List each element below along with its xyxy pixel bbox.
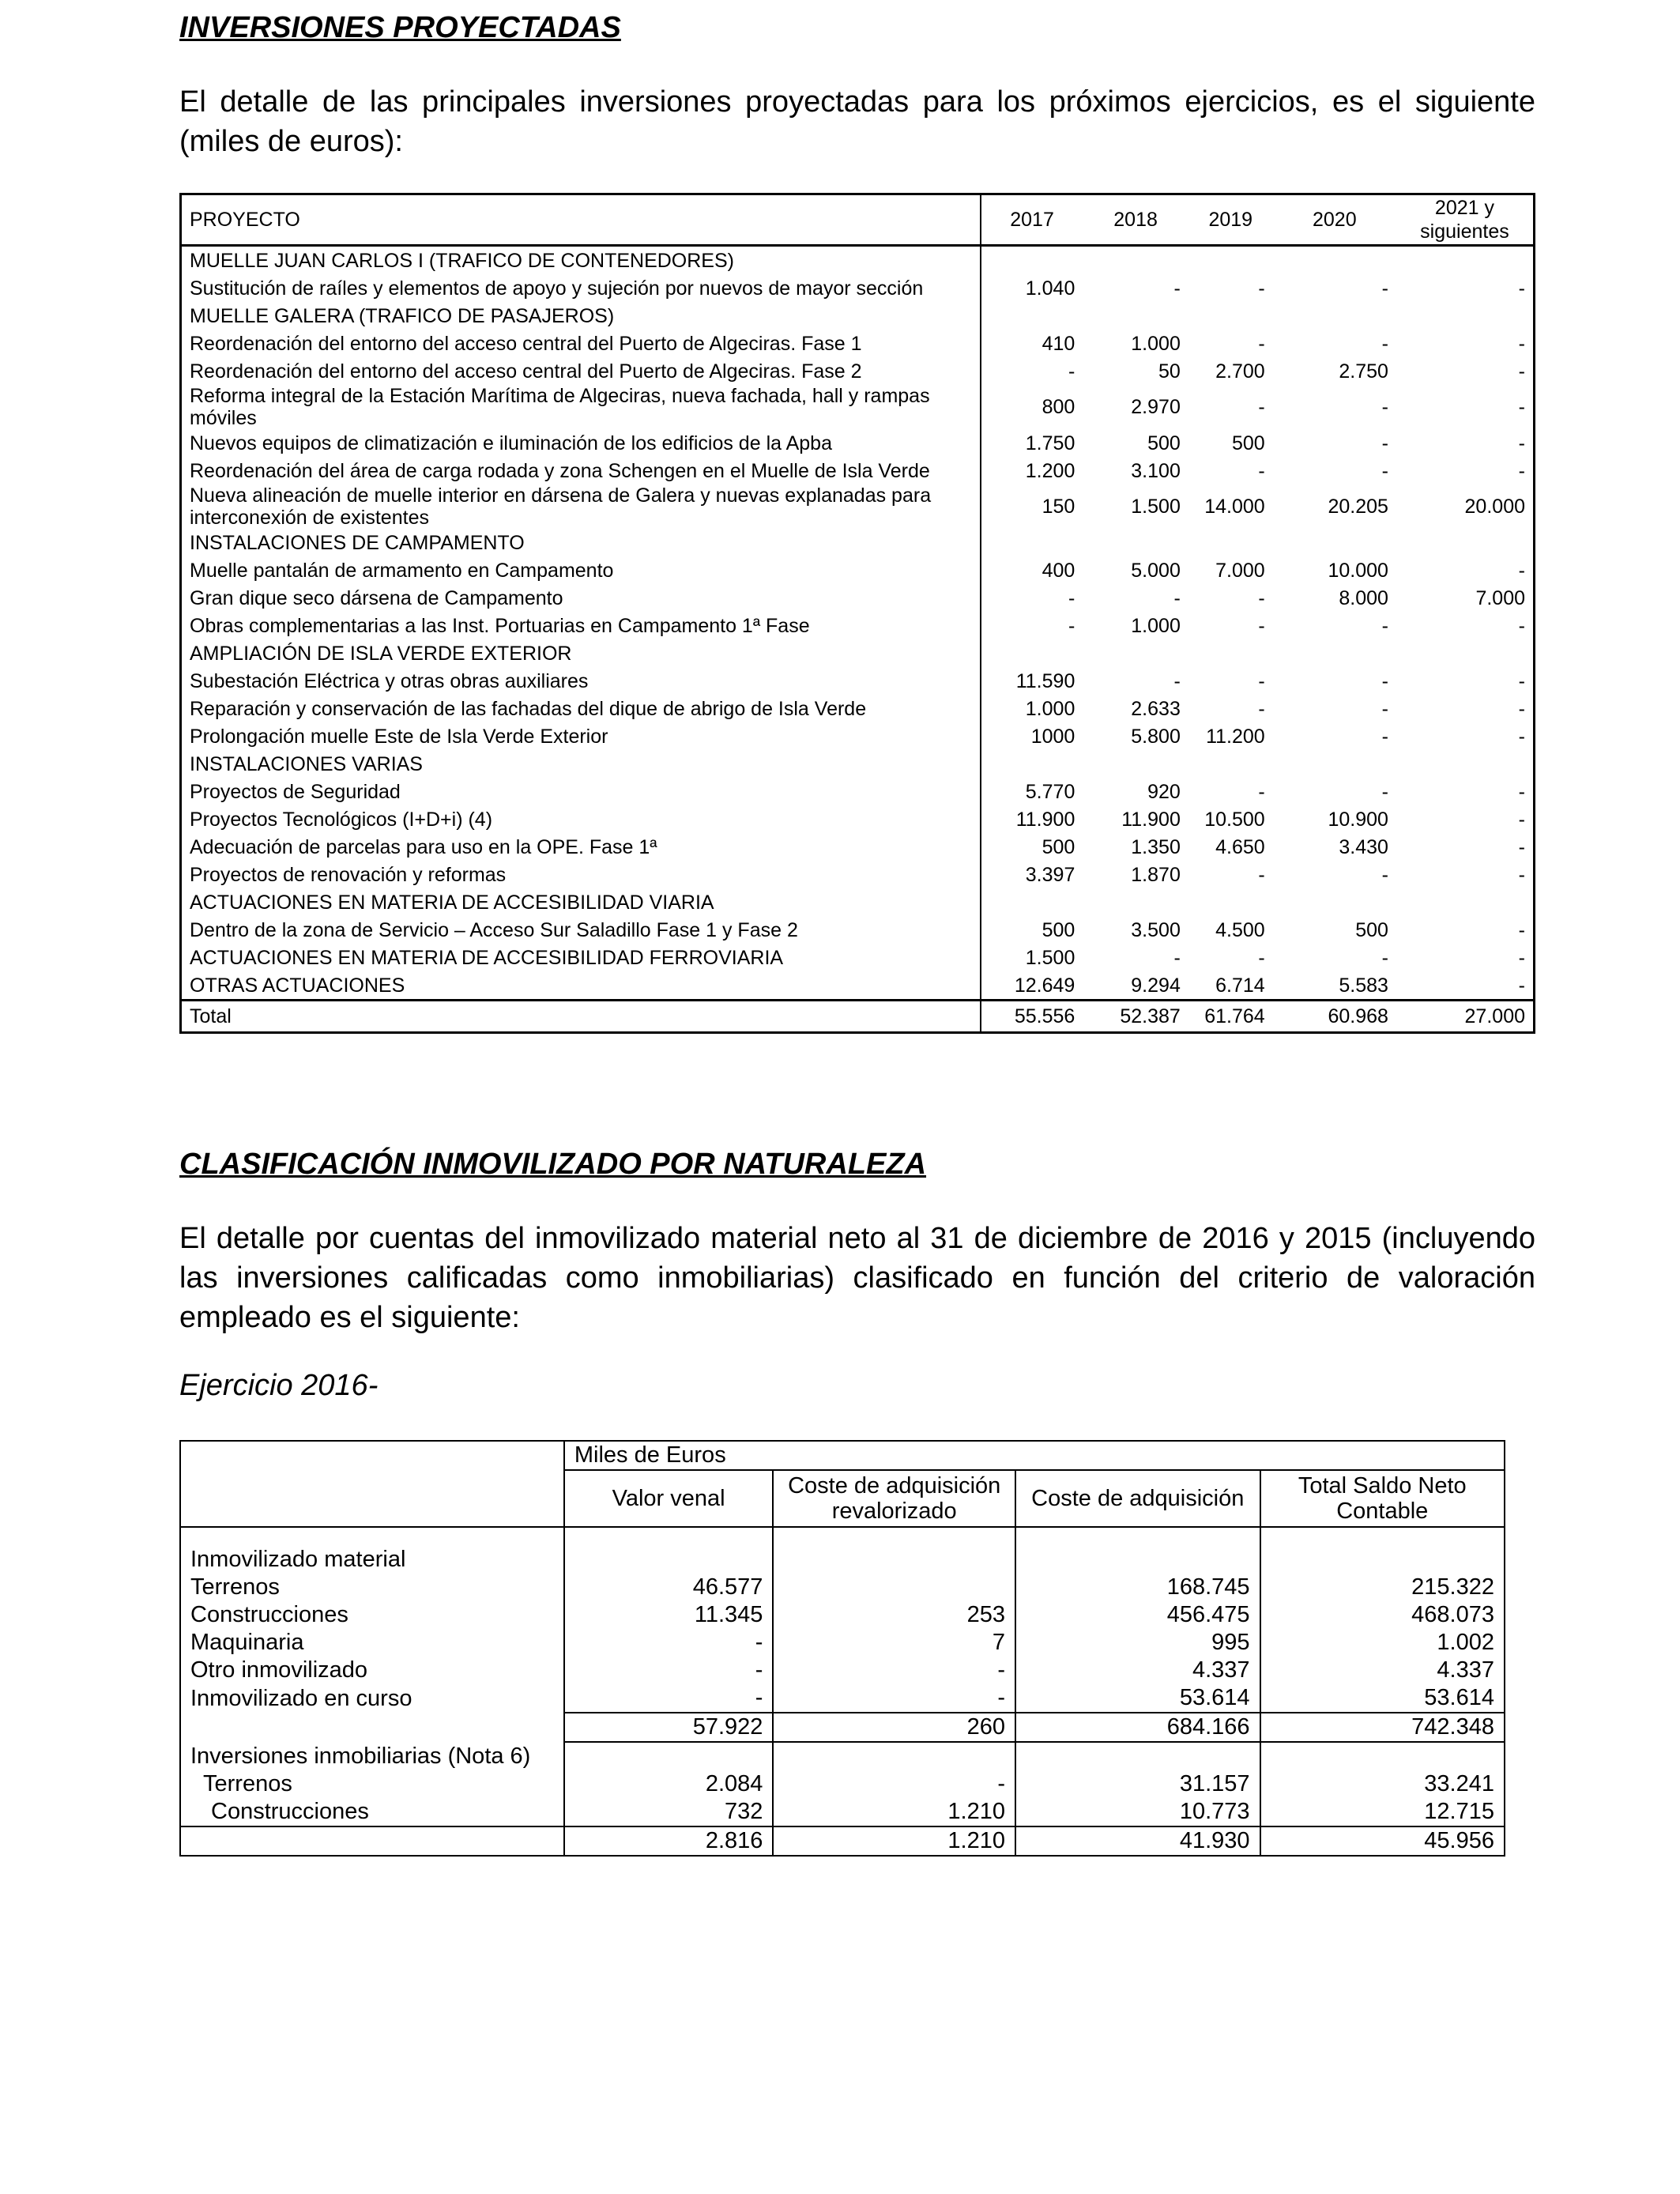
cls-row-value: 215.322	[1260, 1574, 1505, 1601]
investment-value-2021: -	[1518, 697, 1525, 720]
investment-row	[181, 385, 1535, 429]
investment-value-2019: 4.500	[1215, 918, 1265, 941]
investment-value-2021: -	[1518, 669, 1525, 692]
investment-row	[181, 916, 1535, 944]
cls-row	[180, 1629, 1505, 1657]
investment-value-2021	[1396, 246, 1535, 275]
investment-value-2017	[981, 750, 1083, 778]
investment-value-2019	[1188, 529, 1273, 556]
cls-row-value: 168.745	[1015, 1574, 1260, 1601]
investment-row	[181, 805, 1535, 833]
heading-inversiones-proyectadas: INVERSIONES PROYECTADAS	[179, 11, 621, 44]
investment-value-2018: 2.633	[1131, 697, 1181, 720]
cls-header-valor-venal: Valor venal	[564, 1470, 774, 1527]
cls-row-value	[1260, 1527, 1505, 1574]
intro-clasificacion: El detalle por cuentas del inmovilizado material neto al 31 de diciembre de 2016 y 2015 (incluyendo las inversiones calificadas como inmobiliarias) clasificado en función del criterio de valoración empleado es el siguiente:	[179, 1222, 1535, 1334]
investment-total-value: 61.764	[1188, 1001, 1273, 1033]
header-proyecto: PROYECTO	[181, 194, 981, 246]
cls-corner-cell	[180, 1441, 564, 1527]
investment-value-2020: 2.750	[1339, 360, 1388, 383]
cls-row-value: 1.210	[773, 1798, 1015, 1826]
investment-project-label: Adecuación de parcelas para uso en la OPE. Fase 1ª	[181, 833, 981, 861]
investment-value-2018: 5.000	[1131, 559, 1181, 582]
cls-row-label: Construcciones	[180, 1798, 564, 1826]
investment-value-2019: -	[1258, 669, 1265, 692]
investment-value-2019: 6.714	[1215, 974, 1265, 997]
cls-row-value	[564, 1742, 774, 1770]
investment-value-2021: -	[1518, 559, 1525, 582]
cls-row-value: 2.084	[564, 1770, 774, 1798]
cls-subtotal-value: 684.166	[1015, 1713, 1260, 1742]
header-2020: 2020	[1273, 194, 1396, 246]
investment-project-label: Prolongación muelle Este de Isla Verde Exterior	[181, 722, 981, 750]
investment-project-label: Nuevos equipos de climatización e iluminación de los edificios de la Apba	[181, 429, 981, 457]
investment-value-2018: -	[1173, 277, 1181, 300]
investment-value-2021	[1396, 750, 1535, 778]
investment-value-2017: 1.040	[1025, 277, 1075, 300]
investment-value-2018: 1.500	[1131, 496, 1181, 518]
investment-total-row	[181, 1001, 1535, 1033]
investment-value-2020	[1273, 888, 1396, 916]
investment-value-2017: 5.770	[1025, 780, 1075, 803]
investment-project-label: Reordenación del área de carga rodada y zona Schengen en el Muelle de Isla Verde	[181, 457, 981, 484]
investment-value-2018: 1.350	[1131, 835, 1181, 858]
cls-row-label: Otro inmovilizado	[180, 1657, 564, 1684]
cls-row	[180, 1601, 1505, 1629]
investment-value-2019	[1188, 750, 1273, 778]
cls-row	[180, 1770, 1505, 1798]
cls-row-value: 995	[1015, 1629, 1260, 1657]
investment-value-2020	[1273, 639, 1396, 667]
investment-value-2021: -	[1518, 360, 1525, 383]
investment-value-2020: 8.000	[1339, 586, 1388, 609]
investment-value-2021: -	[1518, 918, 1525, 941]
cls-group2-title: Inversiones inmobiliarias (Nota 6)	[180, 1742, 564, 1770]
investment-value-2019	[1188, 639, 1273, 667]
investment-value-2018: 9.294	[1131, 974, 1181, 997]
investment-project-label: Proyectos de renovación y reformas	[181, 861, 981, 888]
investment-value-2017	[981, 639, 1083, 667]
investments-header-row	[181, 194, 1535, 246]
investment-value-2019	[1188, 246, 1273, 275]
investment-value-2020: 5.583	[1339, 974, 1388, 997]
investment-value-2021: -	[1518, 459, 1525, 482]
investment-value-2018: 11.900	[1121, 808, 1181, 831]
investment-row	[181, 722, 1535, 750]
investment-value-2017: 11.590	[1015, 669, 1075, 692]
cls-row-label: Inmovilizado en curso	[180, 1684, 564, 1713]
cls-subtotal-value: 41.930	[1015, 1826, 1260, 1856]
investment-row	[181, 429, 1535, 457]
cls-row-label: Construcciones	[180, 1601, 564, 1629]
cls-row-value	[1260, 1742, 1505, 1770]
investment-project-label: Dentro de la zona de Servicio – Acceso Sur Saladillo Fase 1 y Fase 2	[181, 916, 981, 944]
investment-row	[181, 861, 1535, 888]
cls-subtotal-value: 1.210	[773, 1826, 1015, 1856]
investment-value-2020: -	[1381, 277, 1388, 300]
investment-value-2019: -	[1258, 697, 1265, 720]
investment-value-2018: -	[1173, 586, 1181, 609]
cls-row-value	[773, 1574, 1015, 1601]
investment-project-label: Gran dique seco dársena de Campamento	[181, 584, 981, 612]
cls-row-value: 468.073	[1260, 1601, 1505, 1629]
cls-row	[180, 1798, 1505, 1826]
investment-project-label: Sustitución de raíles y elementos de apoyo y sujeción por nuevos de mayor sección	[181, 274, 981, 302]
investment-total-value: 55.556	[981, 1001, 1083, 1033]
cls-row-value: 10.773	[1015, 1798, 1260, 1826]
investment-project-label: Subestación Eléctrica y otras obras auxiliares	[181, 667, 981, 695]
investment-row	[181, 695, 1535, 722]
investment-value-2017: 1.000	[1025, 697, 1075, 720]
investment-value-2017: 11.900	[1015, 808, 1075, 831]
investment-value-2018	[1083, 888, 1188, 916]
cls-row-value: 33.241	[1260, 1770, 1505, 1798]
investment-value-2019: -	[1258, 863, 1265, 886]
investment-total-label: Total	[181, 1001, 981, 1033]
investment-value-2018: 3.100	[1131, 459, 1181, 482]
cls-row-value	[564, 1527, 774, 1574]
investment-value-2018: 500	[1147, 432, 1181, 454]
investment-project-label: Reforma integral de la Estación Marítima de Algeciras, nueva fachada, hall y rampas móviles	[181, 385, 981, 429]
investment-value-2019: -	[1258, 332, 1265, 355]
investment-value-2020: -	[1381, 697, 1388, 720]
cls-row-value	[773, 1527, 1015, 1574]
investment-project-label: AMPLIACIÓN DE ISLA VERDE EXTERIOR	[181, 639, 981, 667]
cls-subtotal-value: 742.348	[1260, 1713, 1505, 1742]
investment-row	[181, 246, 1535, 275]
investment-value-2019: 10.500	[1204, 808, 1265, 831]
investment-value-2017: -	[1068, 614, 1075, 637]
investment-value-2018: 1.870	[1131, 863, 1181, 886]
investment-value-2021	[1396, 888, 1535, 916]
cls-row-value: 46.577	[564, 1574, 774, 1601]
cls-unit-row	[180, 1441, 1505, 1470]
heading-clasificacion: CLASIFICACIÓN INMOVILIZADO POR NATURALEZA	[179, 1148, 927, 1181]
investment-value-2019	[1188, 888, 1273, 916]
investment-value-2021	[1396, 639, 1535, 667]
investment-row	[181, 457, 1535, 484]
investment-value-2020: -	[1381, 780, 1388, 803]
investment-value-2019: -	[1258, 277, 1265, 300]
investment-value-2018: 1.000	[1131, 614, 1181, 637]
investment-value-2020: -	[1381, 396, 1388, 418]
investment-row	[181, 357, 1535, 385]
investment-value-2017: 3.397	[1025, 863, 1075, 886]
investment-row	[181, 529, 1535, 556]
investment-value-2017	[981, 246, 1083, 275]
investment-value-2020: 10.000	[1328, 559, 1388, 582]
investment-project-label: INSTALACIONES DE CAMPAMENTO	[181, 529, 981, 556]
cls-row-value: 456.475	[1015, 1601, 1260, 1629]
investment-project-label: ACTUACIONES EN MATERIA DE ACCESIBILIDAD FERROVIARIA	[181, 944, 981, 971]
investment-value-2021: -	[1518, 332, 1525, 355]
investment-value-2021	[1396, 529, 1535, 556]
investment-row	[181, 584, 1535, 612]
cls-row	[180, 1657, 1505, 1684]
cls-group-title-row	[180, 1527, 1505, 1574]
cls-row-label: Maquinaria	[180, 1629, 564, 1657]
investment-project-label: INSTALACIONES VARIAS	[181, 750, 981, 778]
header-2017: 2017	[981, 194, 1083, 246]
investment-value-2021: -	[1518, 614, 1525, 637]
cls-row	[180, 1684, 1505, 1713]
investment-row	[181, 639, 1535, 667]
investment-value-2017: 500	[1042, 835, 1075, 858]
cls-row-value	[1015, 1742, 1260, 1770]
investment-project-label: ACTUACIONES EN MATERIA DE ACCESIBILIDAD VIARIA	[181, 888, 981, 916]
investment-project-label: MUELLE JUAN CARLOS I (TRAFICO DE CONTENEDORES)	[181, 246, 981, 275]
investment-project-label: Nueva alineación de muelle interior en dársena de Galera y nuevas explanadas para interconexión de existentes	[181, 484, 981, 529]
investment-value-2021: -	[1518, 725, 1525, 748]
investment-value-2020	[1273, 529, 1396, 556]
investment-project-label: MUELLE GALERA (TRAFICO DE PASAJEROS)	[181, 302, 981, 330]
investment-value-2018	[1083, 529, 1188, 556]
investment-value-2020	[1273, 750, 1396, 778]
investment-row	[181, 971, 1535, 1001]
investment-value-2019: -	[1258, 614, 1265, 637]
investment-value-2020: 10.900	[1328, 808, 1388, 831]
investment-value-2019: 4.650	[1215, 835, 1265, 858]
investment-value-2017	[981, 302, 1083, 330]
investment-row	[181, 556, 1535, 584]
cls-row-value: 4.337	[1260, 1657, 1505, 1684]
cls-row-value: -	[773, 1684, 1015, 1713]
investment-total-value: 52.387	[1083, 1001, 1188, 1033]
investment-project-label: Muelle pantalán de armamento en Campamento	[181, 556, 981, 584]
cls-subtotal-value: 45.956	[1260, 1826, 1505, 1856]
investment-value-2017	[981, 529, 1083, 556]
investment-value-2018	[1083, 246, 1188, 275]
cls-row-value: 11.345	[564, 1601, 774, 1629]
cls-row-value: 7	[773, 1629, 1015, 1657]
investment-value-2018	[1083, 639, 1188, 667]
cls-header-coste-revalorizado: Coste de adquisición revalorizado	[773, 1470, 1015, 1527]
investment-value-2018: 1.000	[1131, 332, 1181, 355]
investment-project-label: OTRAS ACTUACIONES	[181, 971, 981, 1001]
subheading-ejercicio: Ejercicio 2016-	[179, 1369, 379, 1402]
classification-table	[179, 1440, 1505, 1857]
investment-value-2021: -	[1518, 780, 1525, 803]
investment-project-label: Reordenación del entorno del acceso central del Puerto de Algeciras. Fase 2	[181, 357, 981, 385]
investments-table	[179, 193, 1535, 1034]
investment-value-2019: -	[1258, 396, 1265, 418]
investment-value-2020: -	[1381, 863, 1388, 886]
investment-value-2021: -	[1518, 946, 1525, 969]
cls-row	[180, 1574, 1505, 1601]
investment-value-2017: 150	[1042, 496, 1075, 518]
cls-row-value	[1015, 1527, 1260, 1574]
investment-value-2018: 2.970	[1131, 396, 1181, 418]
cls-row-value: -	[564, 1657, 774, 1684]
investment-value-2018: 5.800	[1131, 725, 1181, 748]
investment-value-2018	[1083, 750, 1188, 778]
cls-subtotal-value: 2.816	[564, 1826, 774, 1856]
investment-value-2017: 12.649	[1014, 974, 1075, 997]
cls-header-total-saldo: Total Saldo Neto Contable	[1260, 1470, 1505, 1527]
investment-value-2019: 7.000	[1215, 559, 1265, 582]
investment-value-2019: -	[1258, 946, 1265, 969]
investment-value-2021: -	[1518, 432, 1525, 454]
investment-value-2019: 14.000	[1204, 496, 1265, 518]
cls-group-title-row	[180, 1742, 1505, 1770]
investment-row	[181, 274, 1535, 302]
cls-row-value: 732	[564, 1798, 774, 1826]
cls-unit-label: Miles de Euros	[564, 1441, 1505, 1470]
investment-value-2017: 500	[1042, 918, 1075, 941]
investment-row	[181, 302, 1535, 330]
investment-project-label: Reordenación del entorno del acceso central del Puerto de Algeciras. Fase 1	[181, 330, 981, 357]
cls-row-value: -	[773, 1657, 1015, 1684]
investment-value-2021: -	[1518, 277, 1525, 300]
investment-value-2017: 800	[1042, 396, 1075, 418]
investment-value-2020: 20.205	[1328, 496, 1388, 518]
investment-value-2019: -	[1258, 459, 1265, 482]
investment-value-2018: -	[1173, 946, 1181, 969]
investment-value-2019: 2.700	[1215, 360, 1265, 383]
cls-row-value: 253	[773, 1601, 1015, 1629]
header-2021	[1396, 194, 1535, 246]
investment-project-label: Proyectos de Seguridad	[181, 778, 981, 805]
cls-row-label: Terrenos	[180, 1770, 564, 1798]
investment-value-2018: 50	[1158, 360, 1181, 383]
investment-value-2017: 1.200	[1025, 459, 1075, 482]
investment-value-2019: -	[1258, 586, 1265, 609]
cls-row-value: 12.715	[1260, 1798, 1505, 1826]
cls-header-coste-adquisicion: Coste de adquisición	[1015, 1470, 1260, 1527]
investment-project-label: Obras complementarias a las Inst. Portuarias en Campamento 1ª Fase	[181, 612, 981, 639]
cls-row-label: Terrenos	[180, 1574, 564, 1601]
investment-value-2018: 920	[1147, 780, 1181, 803]
investment-value-2017: -	[1068, 586, 1075, 609]
investment-value-2019	[1188, 302, 1273, 330]
cls-empty-label	[180, 1826, 564, 1856]
investment-value-2018: -	[1173, 669, 1181, 692]
intro-inversiones: El detalle de las principales inversiones proyectadas para los próximos ejercicios, es el siguiente (miles de euros):	[179, 85, 1535, 158]
investment-value-2017: 1.750	[1025, 432, 1075, 454]
investment-value-2017: -	[1068, 360, 1075, 383]
investment-row	[181, 612, 1535, 639]
investment-value-2020: -	[1381, 459, 1388, 482]
investment-value-2020: -	[1381, 725, 1388, 748]
cls-group2-total-row	[180, 1826, 1505, 1856]
cls-group1-total-row	[180, 1713, 1505, 1742]
investment-total-value: 27.000	[1396, 1001, 1535, 1033]
cls-row-value: -	[564, 1629, 774, 1657]
investment-value-2021	[1396, 302, 1535, 330]
investment-project-label: Proyectos Tecnológicos (I+D+i) (4)	[181, 805, 981, 833]
investment-value-2017: 400	[1042, 559, 1075, 582]
investment-value-2020	[1273, 302, 1396, 330]
investment-row	[181, 833, 1535, 861]
investment-value-2018: 3.500	[1131, 918, 1181, 941]
investment-row	[181, 944, 1535, 971]
cls-row-value: 1.002	[1260, 1629, 1505, 1657]
investment-value-2021: 7.000	[1475, 586, 1525, 609]
investment-value-2020: -	[1381, 332, 1388, 355]
investment-value-2019: 500	[1231, 432, 1265, 454]
header-2021-label: 2021 y siguientes	[1420, 197, 1509, 243]
cls-row-value: -	[564, 1684, 774, 1713]
investment-value-2017: 410	[1042, 332, 1075, 355]
cls-row-value: 53.614	[1015, 1684, 1260, 1713]
header-2018: 2018	[1083, 194, 1188, 246]
cls-row-value: 31.157	[1015, 1770, 1260, 1798]
investment-value-2021: -	[1518, 835, 1525, 858]
investment-row	[181, 750, 1535, 778]
investment-value-2020: -	[1381, 669, 1388, 692]
cls-subtotal-value: 57.922	[564, 1713, 774, 1742]
investment-value-2017: 1000	[1030, 725, 1075, 748]
investment-value-2020: -	[1381, 432, 1388, 454]
investment-value-2021: 20.000	[1464, 496, 1525, 518]
cls-empty-label	[180, 1713, 564, 1742]
investment-value-2020	[1273, 246, 1396, 275]
investment-value-2021: -	[1518, 863, 1525, 886]
investment-value-2021: -	[1518, 396, 1525, 418]
header-2019: 2019	[1188, 194, 1273, 246]
cls-row-value: 4.337	[1015, 1657, 1260, 1684]
cls-row-value	[773, 1742, 1015, 1770]
investment-row	[181, 778, 1535, 805]
investment-value-2017: 1.500	[1025, 946, 1075, 969]
investment-row	[181, 667, 1535, 695]
investment-value-2021: -	[1518, 808, 1525, 831]
investment-value-2020: 3.430	[1339, 835, 1388, 858]
investment-project-label: Reparación y conservación de las fachadas del dique de abrigo de Isla Verde	[181, 695, 981, 722]
investment-value-2018	[1083, 302, 1188, 330]
investment-value-2019: 11.200	[1206, 725, 1265, 748]
investment-value-2020: 500	[1355, 918, 1388, 941]
investment-value-2020: -	[1381, 614, 1388, 637]
investment-value-2017	[981, 888, 1083, 916]
cls-subtotal-value: 260	[773, 1713, 1015, 1742]
investment-total-value: 60.968	[1273, 1001, 1396, 1033]
investment-row	[181, 330, 1535, 357]
cls-row-value: 53.614	[1260, 1684, 1505, 1713]
cls-row-value: -	[773, 1770, 1015, 1798]
investment-row	[181, 888, 1535, 916]
investment-row	[181, 484, 1535, 529]
investment-value-2020: -	[1381, 946, 1388, 969]
investment-value-2021: -	[1518, 974, 1525, 997]
investment-value-2019: -	[1258, 780, 1265, 803]
cls-group1-title: Inmovilizado material	[180, 1527, 564, 1574]
